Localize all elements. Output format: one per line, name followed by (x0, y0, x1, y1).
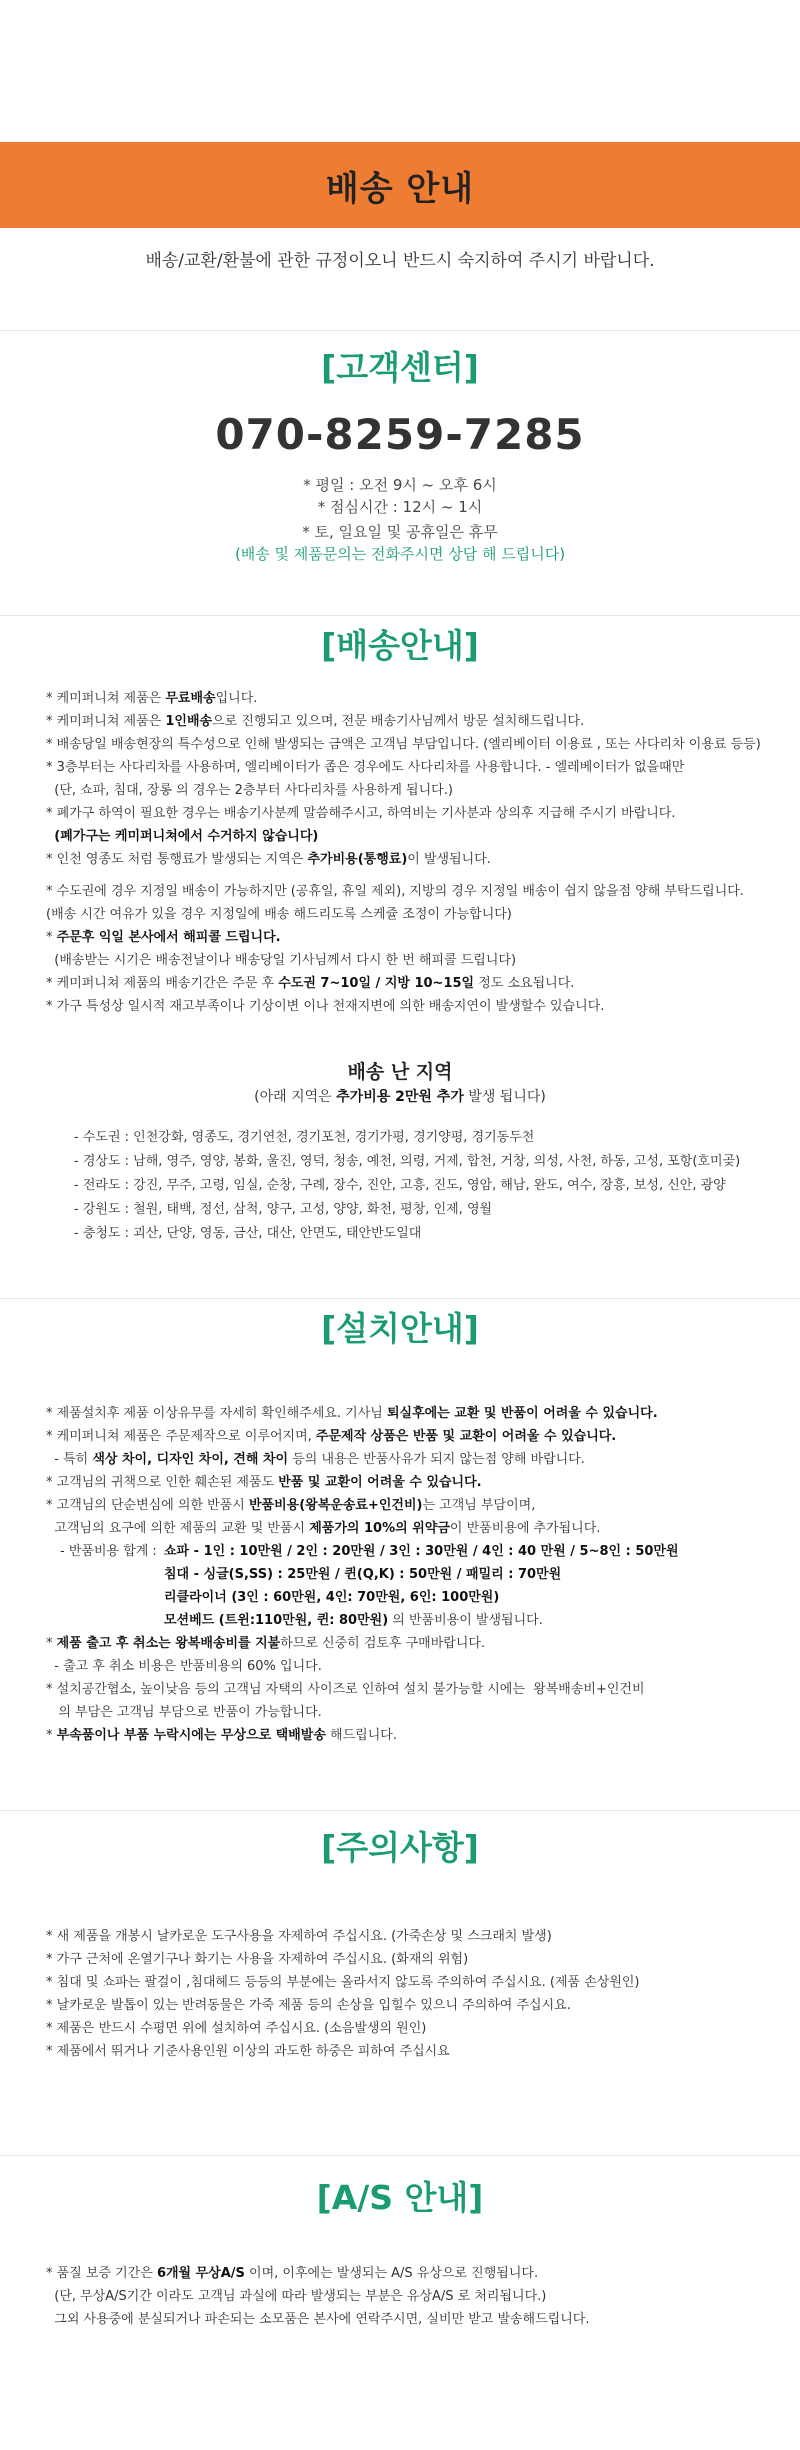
customer-center-note: (배송 및 제품문의는 전화주시면 상담 해 드립니다) (234, 545, 566, 563)
delivery-line-text: * 수도권에 경우 지정일 배송이 가능하지만 (공휴일, 휴일 제외), 지방의 경우 지정일 배송이 쉽지 않을점 양해 부탁드립니다. (46, 884, 744, 899)
install-line-emphasis: 색상 차이, 디자인 차이, 견해 차이 (92, 1452, 289, 1467)
install-line-emphasis: 제품 출고 후 취소는 왕복배송비를 지불 (56, 1636, 281, 1651)
delivery-line-text: * 케미퍼니쳐 제품은 (46, 714, 166, 729)
as-line (46, 2262, 776, 2285)
install-line-emphasis: 퇴실후에는 교환 및 반품이 어려울 수 있습니다. (386, 1406, 658, 1421)
install-line-text: 이 반품비용에 추가됩니다. (449, 1521, 601, 1536)
hours-weekday: * 평일 : 오전 9시 ~ 오후 6시 (303, 476, 497, 494)
divider (0, 1810, 800, 1811)
delivery-line (46, 710, 776, 733)
install-line (46, 1471, 776, 1494)
region-subtitle (0, 1086, 800, 1106)
install-line (46, 1724, 776, 1747)
return-cost-table (46, 1540, 679, 1632)
return-cost-label: - 반품비용 합계 : (60, 1544, 157, 1559)
install-line-text: * 케미퍼니쳐 제품은 주문제작으로 이루어지며, (46, 1429, 316, 1444)
delivery-line (46, 779, 776, 802)
install-line (46, 1494, 776, 1517)
delivery-line-text: (배송받는 시기은 배송전날이나 배송당일 기사님께서 다시 한 번 해피콜 드립니다) (46, 953, 517, 968)
divider (0, 1298, 800, 1299)
caution-title: [주의사항] (321, 1828, 479, 1867)
delivery-line-text: 입니다. (215, 691, 258, 706)
delivery-line-emphasis: 주문후 익일 본사에서 해피콜 드립니다. (56, 930, 281, 945)
divider (0, 615, 800, 616)
delivery-line (46, 880, 776, 903)
delivery-title: [배송안내] (321, 626, 479, 665)
region-sub-emphasis: 추가비용 2만원 추가 (336, 1089, 464, 1105)
install-line (46, 1678, 776, 1701)
return-cost-row (164, 1609, 679, 1632)
as-line-emphasis: 6개월 무상A/S (156, 2266, 245, 2281)
delivery-line (46, 687, 776, 710)
hours-holiday: * 토, 일요일 및 공휴일은 휴무 (302, 523, 498, 541)
install-line-text: - 특히 (46, 1452, 93, 1467)
delivery-line (46, 926, 776, 949)
install-block (46, 1402, 776, 1747)
install-line-text: * 고객님의 귀책으로 인한 훼손된 제품도 (46, 1475, 279, 1490)
install-line-text: 고객님의 요구에 의한 제품의 교환 및 반품시 (46, 1521, 310, 1536)
header-banner (0, 142, 800, 228)
install-line-text: 의 부담은 고객님 부담으로 반품이 가능합니다. (46, 1705, 322, 1720)
delivery-line-emphasis: 1인배송 (165, 714, 213, 729)
delivery-line-text: 으로 진행되고 있으며, 전문 배송기사님께서 방문 설치해드립니다. (212, 714, 585, 729)
install-lines (46, 1402, 776, 1540)
delivery-line-text: (단, 쇼파, 침대, 장롱 의 경우는 2층부터 사다리차를 사용하게 됩니다.) (46, 783, 453, 798)
install-line-emphasis: 부속품이나 부품 누락시에는 무상으로 택배발송 (56, 1728, 326, 1743)
delivery-line (46, 995, 776, 1018)
install-line-emphasis: 주문제작 상품은 반품 및 교환이 어려울 수 있습니다. (315, 1429, 617, 1444)
delivery-line-text: 정도 소요됩니다. (474, 976, 575, 991)
return-cost-row: 리클라이너 (3인 : 60만원, 4인: 70만원, 6인: 100만원) (164, 1590, 500, 1605)
delivery-lines (46, 687, 776, 1018)
delivery-line-text: * 폐가구 하역이 필요한 경우는 배송기사분께 말씀해주시고, 하역비는 기사분과 상의후 지급해 주시기 바랍니다. (46, 806, 676, 821)
as-line-text: 이며, 이후에는 발생되는 A/S 유상으로 진행됩니다. (244, 2266, 539, 2281)
as-line (46, 2285, 776, 2308)
caution-line: * 날카로운 발톱이 있는 반려동물은 가죽 제품 등의 손상을 입힐수 있으니 주의하여 주십시요. (46, 1998, 571, 2013)
as-line (46, 2308, 776, 2331)
delivery-line-text: * 배송당일 배송현장의 특수성으로 인해 발생되는 금액은 고객님 부담입니다. (엘리베이터 이용료 , 또는 사다리차 이용료 등등) (46, 737, 761, 752)
install-line-text: - 출고 후 취소 비용은 반품비용의 60% 입니다. (46, 1659, 322, 1674)
region-item: - 경상도 : 남해, 영주, 영양, 봉화, 울진, 영덕, 청송, 예천, 의령, 거제, 합천, 거창, 의성, 사천, 하동, 고성, 포항(호미곶) (74, 1154, 741, 1169)
install-line-text: 해드립니다. (325, 1728, 397, 1743)
install-line (46, 1701, 776, 1724)
divider (0, 330, 800, 331)
caution-line: * 제품은 반드시 수평면 위에 설치하여 주십시요. (소음발생의 원인) (46, 2021, 427, 2036)
install-line-emphasis: 반품 및 교환이 어려울 수 있습니다. (278, 1475, 482, 1490)
caution-line: * 가구 근처에 온열기구나 화기는 사용을 자제하여 주십시요. (화재의 위험) (46, 1952, 469, 1967)
delivery-line (46, 825, 776, 848)
divider (0, 2155, 800, 2156)
delivery-line-emphasis: 추가비용(통행료) (307, 852, 408, 867)
region-sub-text: 발생 됩니다) (463, 1089, 546, 1105)
delivery-line (46, 733, 776, 756)
install-line (46, 1402, 776, 1425)
delivery-line-text: 이 발생됩니다. (407, 852, 491, 867)
install-line-text: * 고객님의 단순변심에 의한 반품시 (46, 1498, 249, 1513)
customer-center-phone[interactable]: 070-8259-7285 (215, 410, 585, 459)
region-title: 배송 난 지역 (347, 1061, 453, 1083)
return-cost-row: 쇼파 - 1인 : 10만원 / 2인 : 20만원 / 3인 : 30만원 / 4인 : 40 만원 / 5~8인 : 50만원 (164, 1544, 679, 1559)
as-line-text: (단, 무상A/S기간 이라도 고객님 과실에 따라 발생되는 부분은 유상A/S 로 처리됩니다.) (46, 2289, 547, 2304)
as-title: [A/S 안내] (316, 2178, 484, 2217)
region-item: - 전라도 : 강진, 무주, 고령, 임실, 순창, 구례, 장수, 진안, 고흥, 진도, 영암, 해남, 완도, 여수, 장흥, 보성, 신안, 광양 (74, 1178, 726, 1193)
as-line-text: * 품질 보증 기간은 (46, 2266, 157, 2281)
delivery-line-text: * 케미퍼니쳐 제품은 (46, 691, 166, 706)
region-item: - 수도권 : 인천강화, 영종도, 경기연천, 경기포천, 경기가평, 경기양평, 경기동두천 (74, 1130, 535, 1145)
delivery-line (46, 972, 776, 995)
install-line-text: 는 고객님 부담이며, (422, 1498, 536, 1513)
delivery-line-text: * 인천 영종도 처럼 통행료가 발생되는 지역은 (46, 852, 308, 867)
caution-line: * 새 제품을 개봉시 날카로운 도구사용을 자제하여 주십시요. (가죽손상 및 스크래치 발생) (46, 1929, 552, 1944)
install-line-text: * 제품설치후 제품 이상유무를 자세히 확인해주세요. 기사님 (46, 1406, 387, 1421)
delivery-line-emphasis: 수도권 7~10일 / 지방 10~15일 (278, 976, 475, 991)
as-lines (46, 2262, 776, 2331)
region-list (74, 1126, 774, 1246)
region-item: - 강원도 : 철원, 태백, 정선, 삼척, 양구, 고성, 양양, 화천, 평창, 인제, 영월 (74, 1202, 493, 1217)
install-line (46, 1655, 776, 1678)
install-line (46, 1425, 776, 1448)
delivery-line (46, 802, 776, 825)
install-line-text: 등의 내용은 반품사유가 되지 않는점 양해 바랍니다. (288, 1452, 585, 1467)
install-line-text: * (46, 1728, 57, 1743)
caution-line: * 침대 및 쇼파는 팔걸이 ,침대헤드 등등의 부분에는 올라서지 않도록 주의하여 주십시요. (제품 손상원인) (46, 1975, 640, 1990)
delivery-line-text: (배송 시간 여유가 있을 경우 지정일에 배송 해드리도록 스케쥴 조정이 가능합니다) (46, 907, 512, 922)
region-sub-text: (아래 지역은 (254, 1089, 337, 1105)
return-cost-row: 침대 - 싱글(S,SS) : 25만원 / 퀸(Q,K) : 50만원 / 패밀리 : 70만원 (164, 1567, 562, 1582)
install-line (46, 1448, 776, 1471)
delivery-line-emphasis: 무료배송 (165, 691, 216, 706)
page-subtitle: 배송/교환/환불에 관한 규정이오니 반드시 숙지하여 주시기 바랍니다. (145, 251, 655, 271)
install-line-text: * 설치공간협소, 높이낮음 등의 고객님 자택의 사이즈로 인하여 설치 불가능할 시에는 왕복배송비+인건비 (46, 1682, 645, 1697)
install-lines (46, 1632, 776, 1747)
hours-lunch: * 점심시간 : 12시 ~ 1시 (317, 498, 483, 516)
return-cost-suffix: 의 반품비용이 발생됩니다. (388, 1613, 543, 1628)
delivery-line-emphasis: (폐가구는 케미퍼니쳐에서 수거하지 않습니다) (54, 829, 319, 844)
as-line-text: 그외 사용중에 분실되거나 파손되는 소모품은 본사에 연락주시면, 실비만 받고 발송해드립니다. (46, 2312, 590, 2327)
install-line-text: * (46, 1636, 57, 1651)
delivery-line (46, 848, 776, 871)
install-line (46, 1632, 776, 1655)
install-line (46, 1517, 776, 1540)
delivery-line (46, 949, 776, 972)
delivery-line (46, 756, 776, 779)
install-line-emphasis: 제품가의 10%의 위약금 (309, 1521, 450, 1536)
customer-center-title: [고객센터] (321, 348, 479, 387)
return-cost-motion-bed: 모션베드 (트윈:110만원, 퀸: 80만원) (164, 1613, 389, 1628)
delivery-line (46, 903, 776, 926)
install-title: [설치안내] (321, 1309, 479, 1348)
delivery-line-text: * (46, 930, 57, 945)
delivery-line-text: * 3층부터는 사다리차를 사용하며, 엘리베이터가 좁은 경우에도 사다리차를 사용합니다. - 엘레베이터가 없을때만 (46, 760, 685, 775)
install-line-text: 하므로 신중히 검토후 구매바랍니다. (280, 1636, 486, 1651)
delivery-line-text: * 케미퍼니쳐 제품의 배송기간은 주문 후 (46, 976, 279, 991)
delivery-line-text: * 가구 특성상 일시적 재고부족이나 기상이변 이나 천재지변에 의한 배송지연이 발생할수 있습니다. (46, 999, 605, 1014)
caution-line: * 제품에서 뛰거나 기준사용인원 이상의 과도한 하중은 피하여 주십시요 (46, 2044, 450, 2059)
caution-lines (46, 1925, 776, 2063)
install-line-emphasis: 반품비용(왕복운송료+인건비) (248, 1498, 423, 1513)
region-item: - 충청도 : 괴산, 단양, 영동, 금산, 대산, 안면도, 태안반도일대 (74, 1226, 422, 1241)
page-title: 배송 안내 (325, 168, 475, 209)
